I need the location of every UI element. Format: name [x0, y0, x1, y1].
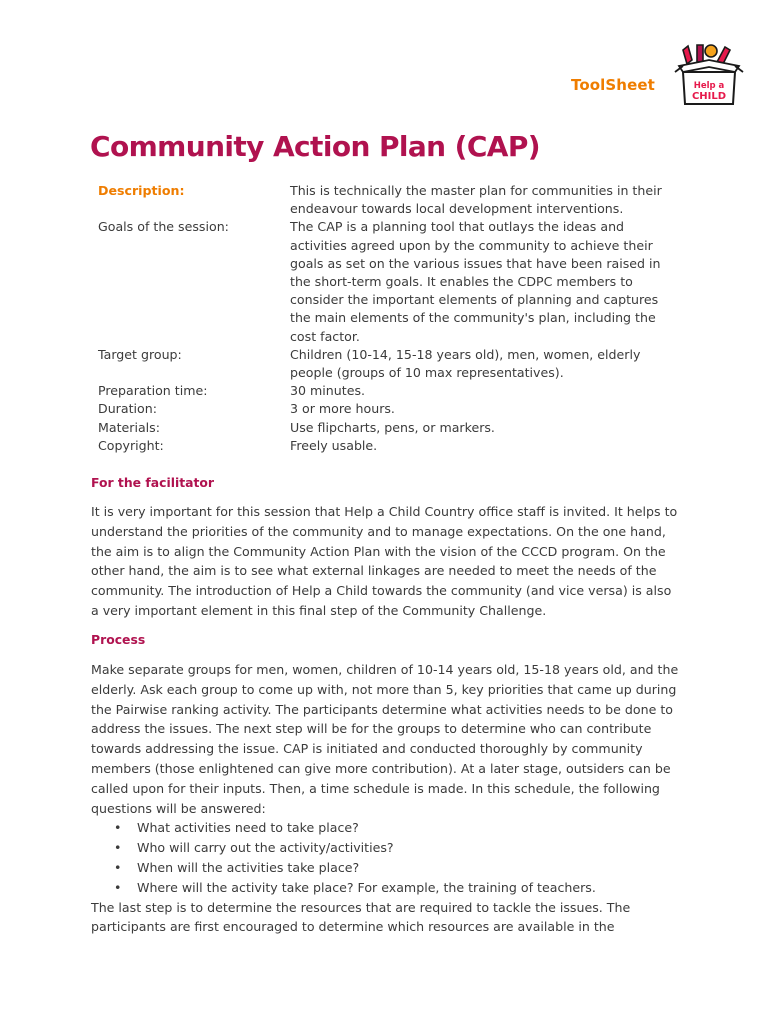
process-intro: Make separate groups for men, women, children of 10-14 years old, 15-18 years old, and the elderly. Ask each group to come up with, not more than 5, key priorities that came up during the Pairwise ranking activity. The participants determine what activities needs to be done to address the issues. The next step will be for the groups to determine who can contribute towards addressing the issue. CAP is initiated and conducted thoroughly by community members (those enlightened can give more contribution). At a later stage, outsiders can be called upon for their inputs. Then, a time schedule is made. In this schedule, the following questions will be answered: [91, 662, 679, 816]
process-heading: Process [91, 632, 146, 647]
info-label: Preparation time: [98, 383, 208, 399]
info-row-goals [98, 218, 678, 345]
info-value: 3 or more hours. [290, 401, 395, 417]
page-title: Community Action Plan (CAP) [90, 130, 540, 163]
info-value: Use flipcharts, pens, or markers. [290, 419, 495, 435]
logo-text-top: Help a [693, 81, 725, 91]
info-value: Children (10-14, 15-18 years old), men, women, elderly people (groups of 10 max representatives). [290, 346, 641, 381]
info-label: Duration: [98, 401, 157, 417]
info-value: The CAP is a planning tool that outlays the ideas and activities agreed upon by the community to achieve their goals as set on the various issues that have been raised in the short-term goals. It enables the CDPC members to consider the important elements of planning and captures the main elements of the community's plan, including the cost factor. [290, 219, 661, 344]
info-value: 30 minutes. [290, 383, 366, 399]
info-label: Goals of the session: [98, 219, 229, 235]
process-closing: The last step is to determine the resources that are required to tackle the issues. The participants are first encouraged to determine which resources are available in the [91, 899, 631, 935]
info-value: Freely usable. [290, 437, 378, 453]
info-row-materials [98, 419, 678, 437]
help-a-child-logo [673, 42, 745, 108]
logo-text-bottom: CHILD [691, 91, 727, 102]
list-item: • Who will carry out the activity/activities? [91, 838, 681, 858]
list-item: • What activities need to take place? [91, 818, 681, 838]
list-item: • Where will the activity take place? For example, the training of teachers. [91, 878, 681, 898]
info-label: Copyright: [98, 437, 164, 453]
list-item: • When will the activities take place? [91, 858, 681, 878]
process-section [91, 660, 681, 937]
info-label: Materials: [98, 419, 160, 435]
info-row-preparation-time [98, 382, 678, 400]
info-label: Target group: [98, 346, 182, 362]
info-row-target-group [98, 346, 678, 382]
facilitator-paragraph: It is very important for this session that Help a Child Country office staff is invited. It helps to understand the priorities of the community and to manage expectations. On the one hand, the aim is to align the Community Action Plan with the vision of the CCCD program. On the other hand, the aim is to see what external linkages are needed to meet the needs of the community. The introduction of Help a Child towards the community (and vice versa) is also a very important element in this final step of the Community Challenge. [91, 504, 678, 618]
toolsheet-label: ToolSheet [571, 76, 655, 94]
info-row-copyright [98, 437, 678, 455]
questions-list [91, 818, 681, 897]
info-label: Description: [98, 183, 185, 198]
info-row-duration [98, 400, 678, 418]
facilitator-heading: For the facilitator [91, 475, 215, 490]
info-row-description [98, 182, 678, 218]
session-info-table [98, 182, 678, 455]
info-value: This is technically the master plan for communities in their endeavour towards local development interventions. [290, 183, 662, 217]
